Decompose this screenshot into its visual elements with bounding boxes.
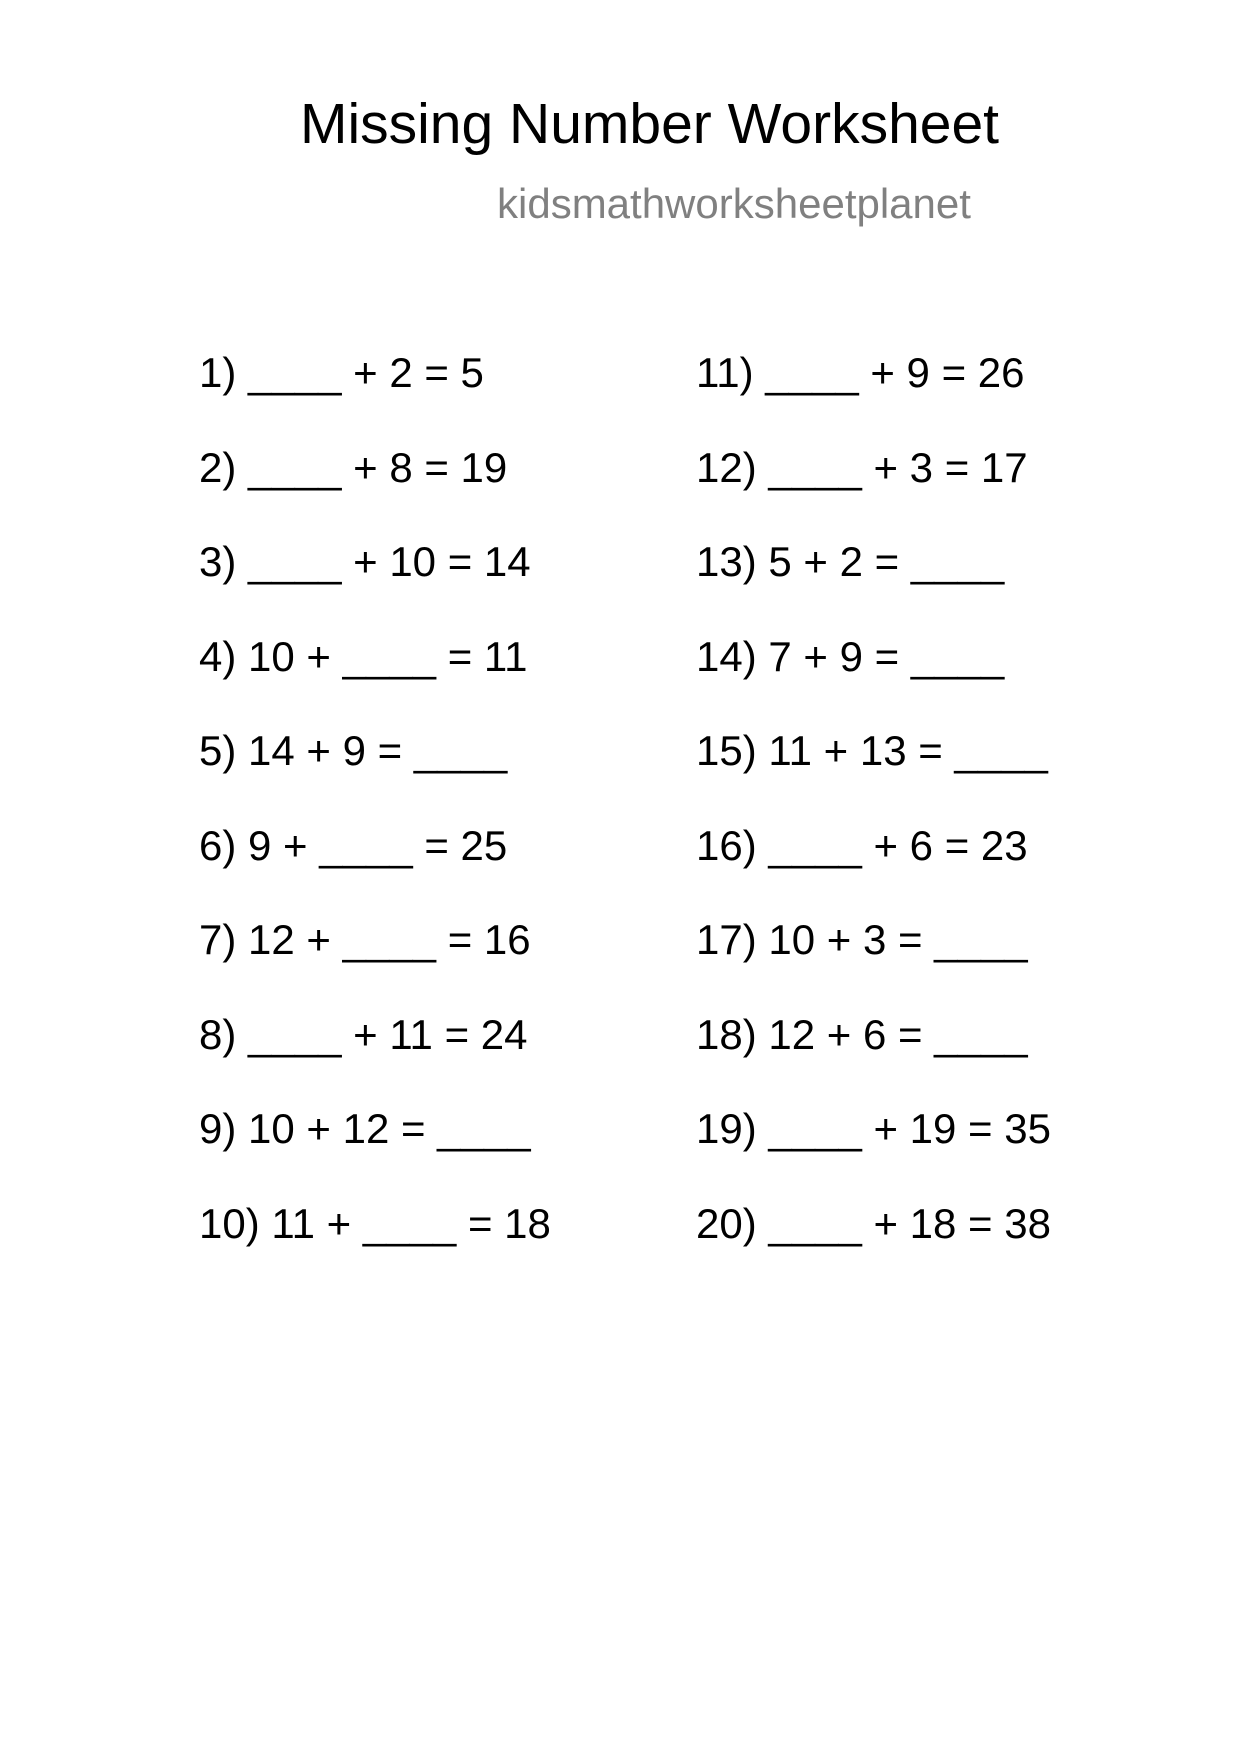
problem-14: 14) 7 + 9 = ____ <box>696 632 1005 680</box>
problem-9: 9) 10 + 12 = ____ <box>199 1105 531 1152</box>
problem-6: 6) 9 + ____ = 25 <box>199 821 508 869</box>
problem-20: 20) ____ + 18 = 38 <box>696 1199 1051 1247</box>
problem-10: 10) 11 + ____ = 18 <box>199 1199 551 1247</box>
problem-17: 17) 10 + 3 = ____ <box>696 916 1028 963</box>
worksheet-title: Missing Number Worksheet <box>300 92 1000 156</box>
problems-column-left <box>199 349 551 1294</box>
problem-4: 4) 10 + ____ = 11 <box>199 632 528 680</box>
problem-19: 19) ____ + 19 = 35 <box>696 1105 1051 1152</box>
problem-16: 16) ____ + 6 = 23 <box>696 821 1028 869</box>
problem-11: 11) ____ + 9 = 26 <box>696 349 1025 396</box>
problem-2: 2) ____ + 8 = 19 <box>199 443 508 491</box>
problems-column-right <box>696 349 1051 1294</box>
problem-15: 15) 11 + 13 = ____ <box>696 727 1048 774</box>
problem-3: 3) ____ + 10 = 14 <box>199 538 531 585</box>
problem-1: 1) ____ + 2 = 5 <box>199 349 484 396</box>
problem-13: 13) 5 + 2 = ____ <box>696 538 1005 585</box>
problem-8: 8) ____ + 11 = 24 <box>199 1010 528 1058</box>
problem-12: 12) ____ + 3 = 17 <box>696 443 1028 491</box>
problem-5: 5) 14 + 9 = ____ <box>199 727 508 774</box>
site-watermark: kidsmathworksheetplanet <box>497 180 971 227</box>
problem-7: 7) 12 + ____ = 16 <box>199 916 531 963</box>
problem-18: 18) 12 + 6 = ____ <box>696 1010 1028 1058</box>
